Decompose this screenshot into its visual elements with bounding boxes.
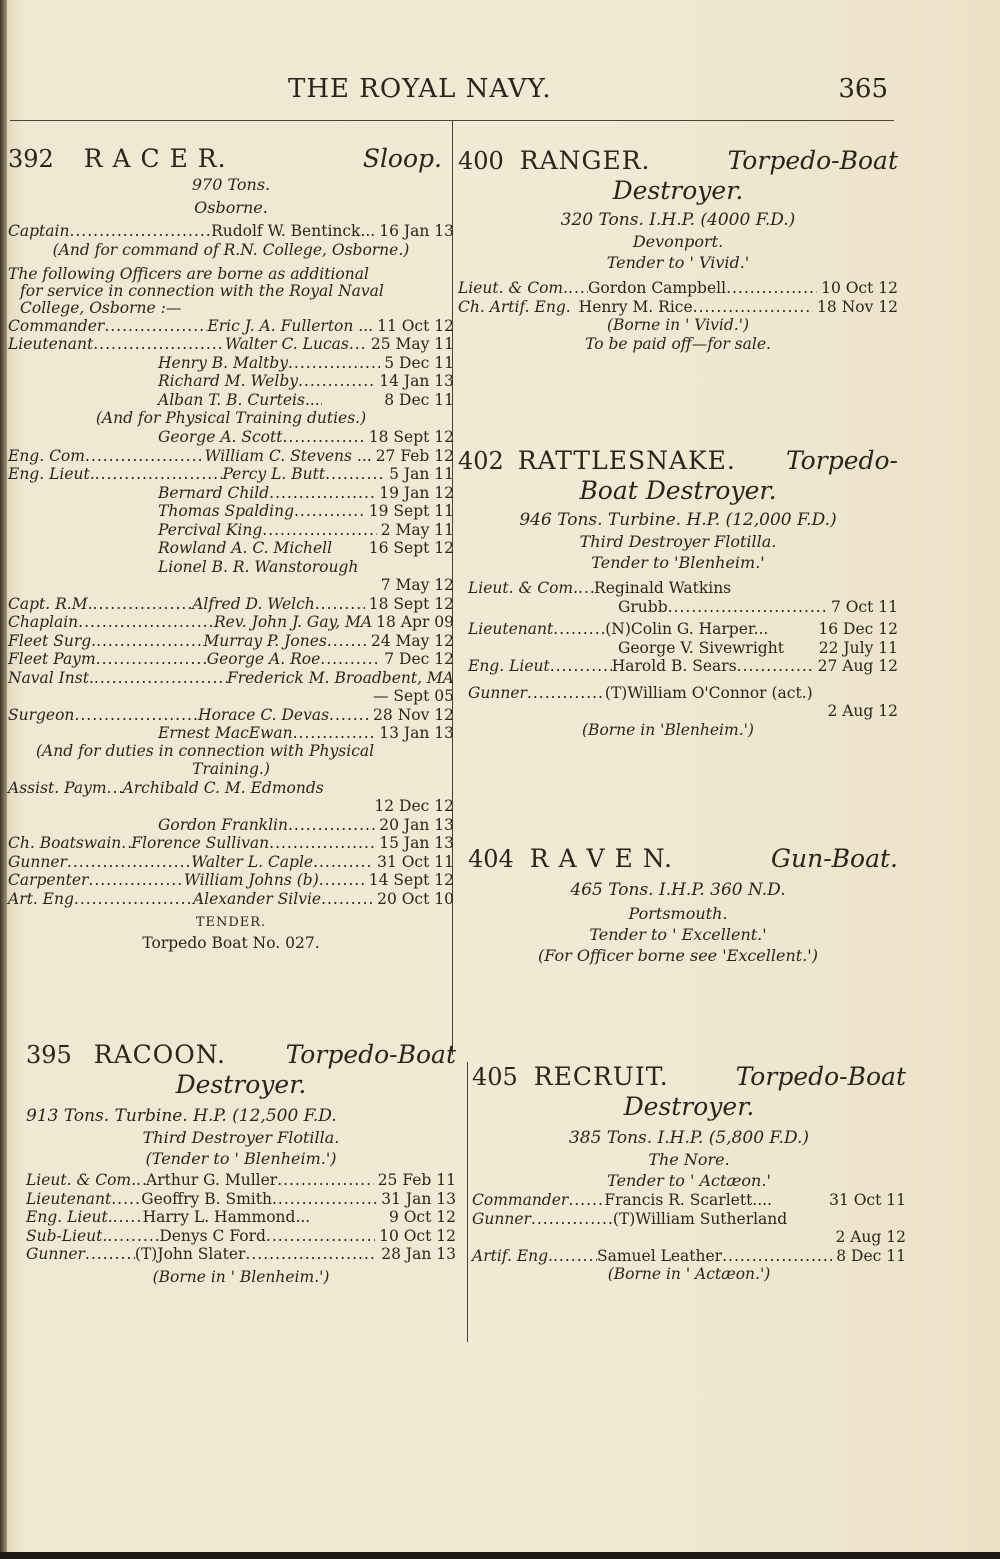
- officer-name: Richard M. Welby: [158, 372, 298, 390]
- officer-name: Frederick M. Broadbent, MA: [226, 668, 454, 687]
- ship-tender-to: Tender to ' Vivid.': [606, 253, 750, 272]
- appointment-date: 18 Sept 12: [368, 594, 454, 613]
- leader-dots: [550, 657, 612, 676]
- appointment-date: 10 Oct 12: [379, 1226, 456, 1245]
- appointment-date: 27 Feb 12: [375, 446, 454, 465]
- duties-note: Training.): [192, 759, 270, 778]
- officer-row: [26, 1171, 456, 1190]
- borne-note: (Borne in ' Actæon.'): [607, 1265, 771, 1283]
- leader-dots: [578, 579, 594, 598]
- ship-flotilla: Third Destroyer Flotilla.: [142, 1128, 340, 1147]
- appointment-date: 8 Dec 11: [384, 390, 454, 409]
- borne-note: (Borne in ' Vivid.'): [606, 316, 750, 334]
- appointment-date: 7 Dec 12: [384, 650, 454, 668]
- leader-dots: [319, 871, 365, 890]
- officer-row: [8, 372, 454, 391]
- officer-row: [472, 1191, 906, 1210]
- officer-row: [8, 539, 454, 558]
- leader-dots: [349, 335, 367, 354]
- officer-rank: Ch. Artif. Eng.: [458, 297, 571, 316]
- officer-rank: Eng. Lieut.: [8, 465, 95, 483]
- officer-name: Rev. John J. Gay, MA: [214, 613, 373, 631]
- officer-name: Reginald Watkins: [594, 579, 732, 597]
- tender-line: Torpedo Boat No. 027.: [142, 934, 320, 952]
- physical-note: (And for Physical Training duties.): [95, 409, 367, 427]
- page-title: THE ROYAL NAVY.: [288, 74, 552, 104]
- officer-name: (T)William O'Connor (act.): [604, 683, 813, 702]
- officer-rank: Eng. Lieut: [468, 657, 550, 675]
- leader-dots: [325, 465, 385, 484]
- officer-row: [8, 706, 454, 725]
- officer-rank: Lieutenant: [8, 335, 94, 353]
- officer-name: Arthur G. Muller: [146, 1171, 278, 1189]
- officer-row: [8, 521, 454, 540]
- running-header: [0, 74, 1000, 108]
- appointment-date: 7 May 12: [380, 576, 454, 594]
- officer-rank: Gunner: [26, 1245, 85, 1263]
- officer-row: [8, 669, 454, 688]
- leader-dots: [93, 595, 193, 614]
- leader-dots: [266, 1227, 375, 1246]
- officer-rank: Lieutenant: [468, 620, 554, 638]
- officer-row: [26, 1190, 456, 1209]
- leader-dots: [85, 447, 205, 466]
- ship-name: RACOON.: [93, 1040, 226, 1069]
- ship-number: 402: [458, 447, 504, 475]
- ship-tender-to: Tender to ' Excellent.': [589, 925, 767, 944]
- ship-type: Torpedo-Boat: [727, 146, 898, 175]
- officer-row: [8, 595, 454, 614]
- officer-name: Harry L. Hammond...: [142, 1208, 311, 1226]
- borne-note: (Borne in 'Blenheim.'): [582, 720, 754, 739]
- officer-row: [8, 816, 454, 835]
- leader-dots: [69, 222, 211, 241]
- officer-rank: Lieutenant: [26, 1189, 112, 1208]
- officer-row: [8, 853, 454, 872]
- page-number: 365: [838, 74, 888, 104]
- appointment-date: 18 Nov 12: [817, 297, 898, 316]
- appointment-date: 16 Dec 12: [818, 620, 898, 638]
- officer-rank: Lieut. & Com.: [468, 579, 579, 597]
- officer-rank: Eng. Com: [8, 446, 85, 465]
- leader-dots: [571, 298, 579, 317]
- appointment-date: 25 Feb 11: [377, 1171, 456, 1189]
- ship-heading: [26, 1040, 456, 1070]
- appointment-date: 31 Oct 11: [829, 1191, 906, 1209]
- officer-name: Grubb: [618, 597, 668, 616]
- ship-tonnage: 946 Tons. Turbine. H.P. (12,000 F.D.): [519, 510, 837, 530]
- appointment-date: 28 Nov 12: [373, 705, 454, 724]
- ship-type: Sloop.: [362, 144, 442, 173]
- leader-dots: [67, 853, 191, 872]
- officer-rank: Fleet Surg.: [8, 631, 97, 650]
- leader-dots: [768, 620, 814, 639]
- officer-row: [26, 1208, 456, 1227]
- officer-row: [458, 279, 898, 298]
- officer-row: [8, 317, 454, 336]
- leader-dots: [121, 834, 131, 853]
- appointment-date: 27 Aug 12: [817, 657, 898, 675]
- officer-row: [8, 447, 454, 466]
- book-binding: [0, 0, 7, 1559]
- appointment-date: 18 Sept 12: [368, 428, 454, 446]
- ship-note: (For Officer borne see 'Excellent.'): [538, 946, 818, 965]
- officer-row: [458, 298, 898, 317]
- leader-dots: [772, 1191, 825, 1210]
- leader-dots: [104, 317, 207, 336]
- leader-dots: [282, 428, 364, 447]
- ship-tonnage: 465 Tons. I.H.P. 360 N.D.: [570, 880, 786, 900]
- officer-rank: Eng. Lieut.: [26, 1208, 113, 1226]
- ship-tonnage: 320 Tons. I.H.P. (4000 F.D.): [560, 210, 796, 230]
- leader-dots: [74, 890, 193, 909]
- leader-dots: [88, 871, 184, 890]
- ship-note: To be paid off—for sale.: [585, 335, 771, 353]
- officer-row: [472, 1210, 906, 1229]
- ship-name: RECRUIT.: [533, 1062, 669, 1091]
- leader-dots: [310, 1208, 385, 1227]
- leader-dots: [332, 539, 365, 558]
- officer-name: Rowland A. C. Michell: [158, 539, 333, 557]
- officer-rank: Assist. Paym: [8, 778, 107, 797]
- leader-dots: [668, 598, 827, 617]
- leader-dots: [293, 724, 376, 743]
- captain-note: (And for command of R.N. College, Osborne.): [52, 240, 410, 259]
- officer-row: [468, 657, 898, 676]
- leader-dots: [96, 632, 203, 651]
- officer-name: Eric J. A. Fullerton ...: [207, 316, 374, 335]
- leader-dots: [553, 620, 605, 639]
- leader-dots: [85, 1245, 135, 1264]
- officer-row: [8, 502, 454, 521]
- leader-dots: [531, 1210, 613, 1229]
- appointment-date: 31 Jan 13: [381, 1189, 456, 1208]
- leader-dots: [93, 335, 225, 354]
- column-divider-lower: [467, 1062, 468, 1342]
- leader-dots: [320, 650, 380, 669]
- duties-note: (And for duties in connection with Physical: [36, 741, 375, 760]
- appointment-date: 22 July 11: [818, 638, 898, 657]
- officer-row: [8, 391, 454, 410]
- appointment-date: 19 Sept 11: [368, 502, 454, 520]
- paragraph-line: for service in connection with the Royal Naval: [20, 281, 384, 300]
- leader-dots: [693, 298, 813, 317]
- officer-name: Geoffry B. Smith: [141, 1189, 272, 1208]
- officer-name: Murray P. Jones: [203, 631, 327, 650]
- leader-dots: [568, 279, 588, 298]
- officer-row: [8, 779, 454, 798]
- leader-dots: [527, 684, 605, 703]
- paragraph-line: College, Osborne :—: [20, 298, 182, 317]
- appointment-date: 10 Oct 12: [821, 279, 898, 297]
- officer-name: Rudolf W. Bentinck...: [211, 222, 376, 240]
- appointment-date: 8 Dec 11: [836, 1246, 906, 1265]
- officer-row: [8, 650, 454, 669]
- ship-type-cont: Boat Destroyer.: [579, 476, 777, 505]
- leader-dots: [136, 1171, 146, 1190]
- officer-name: Walter C. Lucas: [224, 335, 349, 353]
- leader-dots: [262, 521, 376, 540]
- appointment-date: 31 Oct 11: [377, 852, 454, 871]
- leader-dots: [298, 372, 375, 391]
- appointment-date: 13 Jan 13: [379, 724, 454, 742]
- ship-station: The Nore.: [648, 1150, 730, 1169]
- officer-row: [8, 465, 454, 484]
- leader-dots: [726, 279, 817, 298]
- ship-type: Torpedo-Boat: [735, 1062, 906, 1091]
- officer-name: Alfred D. Welch: [192, 594, 315, 613]
- leader-dots: [78, 613, 214, 632]
- ship-number: 392: [8, 145, 54, 173]
- officer-row: [8, 484, 454, 503]
- officer-name: Gordon Franklin: [158, 815, 288, 834]
- officer-name: Ernest MacEwan: [158, 724, 293, 742]
- leader-dots: [288, 354, 380, 373]
- appointment-date: 7 Oct 11: [830, 597, 898, 616]
- ship-heading: [458, 844, 898, 874]
- officer-row: [26, 1227, 456, 1246]
- leader-dots: [74, 706, 198, 725]
- appointment-date: 15 Jan 13: [379, 834, 454, 852]
- officer-name: Florence Sullivan: [131, 834, 270, 852]
- officer-name: Horace C. Devas: [198, 705, 330, 724]
- officer-row: [8, 354, 454, 373]
- officer-date-line: [468, 702, 898, 721]
- officer-rank: Art. Eng: [8, 889, 74, 908]
- leader-dots: [294, 502, 365, 521]
- ship-name: RATTLESNAKE.: [517, 446, 736, 475]
- leader-dots: [737, 657, 814, 676]
- officer-rank: Lieut. & Com.: [26, 1171, 137, 1189]
- officer-row: [8, 335, 454, 354]
- officer-name: Harold B. Sears: [611, 657, 737, 675]
- officer-row: [8, 222, 454, 241]
- ship-number: 404: [468, 845, 514, 873]
- ship-name: R A C E R.: [83, 144, 227, 173]
- leader-dots: [568, 1191, 604, 1210]
- leader-dots: [269, 834, 375, 853]
- ship-station: Osborne.: [194, 198, 268, 217]
- officer-row: [8, 871, 454, 890]
- ship-entry-racer: [8, 144, 454, 954]
- officer-name: Francis R. Scarlett....: [604, 1191, 773, 1209]
- ship-tonnage: 970 Tons.: [191, 175, 271, 194]
- ship-name: R A V E N.: [529, 844, 673, 873]
- appointment-date: 19 Jan 12: [379, 483, 454, 502]
- officer-rank: Artif. Eng.: [472, 1246, 553, 1265]
- leader-dots: [277, 1171, 373, 1190]
- leader-dots: [321, 890, 373, 909]
- officer-name: Percy L. Butt: [222, 465, 326, 483]
- officer-row: [472, 1247, 906, 1266]
- officer-rank: Surgeon: [8, 705, 75, 724]
- officer-rank: Gunner: [8, 852, 67, 871]
- appointment-date: 9 Oct 12: [388, 1208, 456, 1226]
- leader-dots: [94, 669, 227, 688]
- officer-name: Bernard Child: [158, 483, 270, 502]
- ship-type: Torpedo-: [785, 446, 898, 475]
- officer-row: [468, 639, 898, 658]
- leader-dots: [245, 1245, 377, 1264]
- ship-tender-to: Tender to ' Actæon.': [607, 1171, 771, 1190]
- ship-heading: [8, 144, 454, 174]
- appointment-date: 2 Aug 12: [827, 702, 898, 720]
- appointment-date: 5 Jan 11: [389, 465, 454, 483]
- officer-rank: Lieut. & Com.: [458, 279, 569, 297]
- officer-row: [8, 632, 454, 651]
- leader-dots: [329, 706, 369, 725]
- officer-name: Denys C Ford: [159, 1226, 266, 1245]
- appointment-date: 2 Aug 12: [835, 1228, 906, 1246]
- officer-rank: Gunner: [472, 1209, 531, 1228]
- ship-station: Devonport.: [632, 232, 724, 251]
- ship-station: Portsmouth.: [628, 904, 728, 923]
- officer-row: [8, 834, 454, 853]
- leader-dots: [327, 632, 367, 651]
- officer-row: [26, 1245, 456, 1264]
- appointment-date: 14 Sept 12: [368, 871, 454, 889]
- officer-row: [8, 428, 454, 447]
- appointment-date: 16 Jan 13: [379, 222, 454, 240]
- officer-rank: Sub-Lieut.: [26, 1226, 108, 1245]
- officer-row: [8, 558, 454, 577]
- borne-note: (Borne in ' Blenheim.'): [152, 1267, 330, 1286]
- ship-number: 400: [458, 147, 504, 175]
- leader-dots: [272, 1190, 377, 1209]
- leader-dots: [553, 1247, 597, 1266]
- appointment-date: 5 Dec 11: [384, 353, 454, 372]
- leader-dots: [113, 1208, 143, 1227]
- officer-name: George A. Scott: [158, 428, 283, 446]
- officer-name: Alban T. B. Curteis...: [158, 390, 320, 409]
- officer-rank: Gunner: [468, 683, 527, 702]
- appointment-date: 14 Jan 13: [379, 372, 454, 390]
- ship-type-cont: Destroyer.: [623, 1092, 755, 1121]
- appointment-date: 20 Jan 13: [379, 815, 454, 834]
- ship-heading: [472, 1062, 906, 1092]
- officer-name: Percival King: [158, 520, 263, 539]
- appointment-date: 11 Oct 12: [377, 316, 454, 335]
- officer-row: [468, 579, 898, 598]
- officer-name: Henry B. Maltby: [158, 353, 288, 372]
- officer-date-line: [472, 1228, 906, 1247]
- ship-entry-recruit: [472, 1062, 906, 1284]
- appointment-date: 2 May 11: [380, 520, 454, 539]
- ship-number: 405: [472, 1063, 518, 1091]
- officer-rank: Fleet Paym: [8, 650, 96, 668]
- officer-rank: Carpenter: [8, 871, 89, 889]
- officer-row: [468, 598, 898, 617]
- appointment-date: 12 Dec 12: [374, 797, 454, 815]
- leader-dots: [722, 1247, 832, 1266]
- appointment-date: 20 Oct 10: [377, 889, 454, 908]
- appointment-date: 25 May 11: [370, 335, 454, 353]
- officer-name: (T)William Sutherland: [612, 1209, 788, 1228]
- officer-name: Walter L. Caple: [191, 852, 314, 871]
- officer-rank: Captain: [8, 222, 70, 240]
- officer-name: George V. Sivewright: [618, 638, 784, 657]
- appointment-date: 16 Sept 12: [368, 539, 454, 557]
- leader-dots: [107, 1227, 159, 1246]
- leader-dots: [315, 595, 365, 614]
- officer-row: [8, 890, 454, 909]
- officer-name: Lionel B. R. Wanstorough: [158, 557, 359, 576]
- ship-entry-racoon: [26, 1040, 456, 1287]
- ship-heading: [458, 146, 898, 176]
- ship-entry-raven: [458, 844, 898, 966]
- officer-rank: Commander: [472, 1191, 569, 1209]
- ship-heading: [458, 446, 898, 476]
- ship-tonnage: 385 Tons. I.H.P. (5,800 F.D.): [568, 1128, 810, 1148]
- ship-name: RANGER.: [519, 146, 651, 175]
- officer-name: Henry M. Rice: [578, 297, 693, 316]
- officer-row: [468, 620, 898, 639]
- officer-date-line: [8, 576, 454, 595]
- ship-type-cont: Destroyer.: [612, 176, 744, 205]
- leader-dots: [288, 816, 375, 835]
- officer-date-line: [8, 687, 454, 706]
- officer-name: Thomas Spalding: [158, 502, 294, 520]
- tender-heading: TENDER.: [195, 915, 267, 930]
- ship-type: Torpedo-Boat: [285, 1040, 456, 1069]
- ship-tonnage: 913 Tons. Turbine. H.P. (12,500 F.D.: [26, 1106, 337, 1126]
- ship-number: 395: [26, 1041, 72, 1069]
- officer-name: Alexander Silvie: [192, 889, 322, 908]
- leader-dots: [313, 853, 373, 872]
- officer-rank: Naval Inst.: [8, 668, 94, 687]
- officer-rank: Capt. R.M.: [8, 594, 93, 613]
- officer-rank: Commander: [8, 316, 105, 335]
- leader-dots: [96, 650, 207, 669]
- officer-date-line: [8, 797, 454, 816]
- officer-name: (N)Colin G. Harper...: [605, 620, 769, 638]
- leader-dots: [111, 1190, 141, 1209]
- leader-dots: [95, 465, 223, 484]
- officer-name: William C. Stevens ...: [204, 446, 372, 465]
- officer-rank: Ch. Boatswain: [8, 834, 122, 852]
- ship-entry-ranger: [458, 146, 898, 354]
- appointment-date: — Sept 05: [372, 687, 454, 705]
- appointment-date: 24 May 12: [370, 631, 454, 650]
- leader-dots: [107, 779, 123, 798]
- appointment-date: 18 Apr 09: [376, 613, 454, 631]
- officer-name: Archibald C. M. Edmonds: [122, 778, 324, 797]
- officer-name: Gordon Campbell: [588, 279, 727, 297]
- officer-rank: Chaplain: [8, 613, 79, 631]
- officer-name: Samuel Leather: [596, 1246, 723, 1265]
- officer-name: George A. Roe: [206, 650, 321, 668]
- leader-dots: [322, 391, 381, 410]
- ship-type: Gun-Boat.: [771, 844, 898, 873]
- paragraph-line: The following Officers are borne as additional: [8, 264, 369, 283]
- officer-row: [8, 613, 454, 632]
- page-bottom-edge: [0, 1552, 1000, 1559]
- officer-name: (T)John Slater: [134, 1245, 246, 1263]
- leader-dots: [269, 484, 375, 503]
- ship-type-cont: Destroyer.: [175, 1070, 307, 1099]
- ship-flotilla: Third Destroyer Flotilla.: [579, 532, 777, 551]
- officer-row: [8, 724, 454, 743]
- ship-entry-rattlesnake: [458, 446, 898, 740]
- officer-name: William Johns (b): [183, 871, 319, 889]
- officer-row: [468, 684, 898, 703]
- ship-tender-to: Tender to 'Blenheim.': [591, 553, 765, 572]
- ship-tender-to: (Tender to ' Blenheim.'): [145, 1149, 337, 1168]
- appointment-date: 28 Jan 13: [381, 1245, 456, 1263]
- leader-dots: [784, 639, 815, 658]
